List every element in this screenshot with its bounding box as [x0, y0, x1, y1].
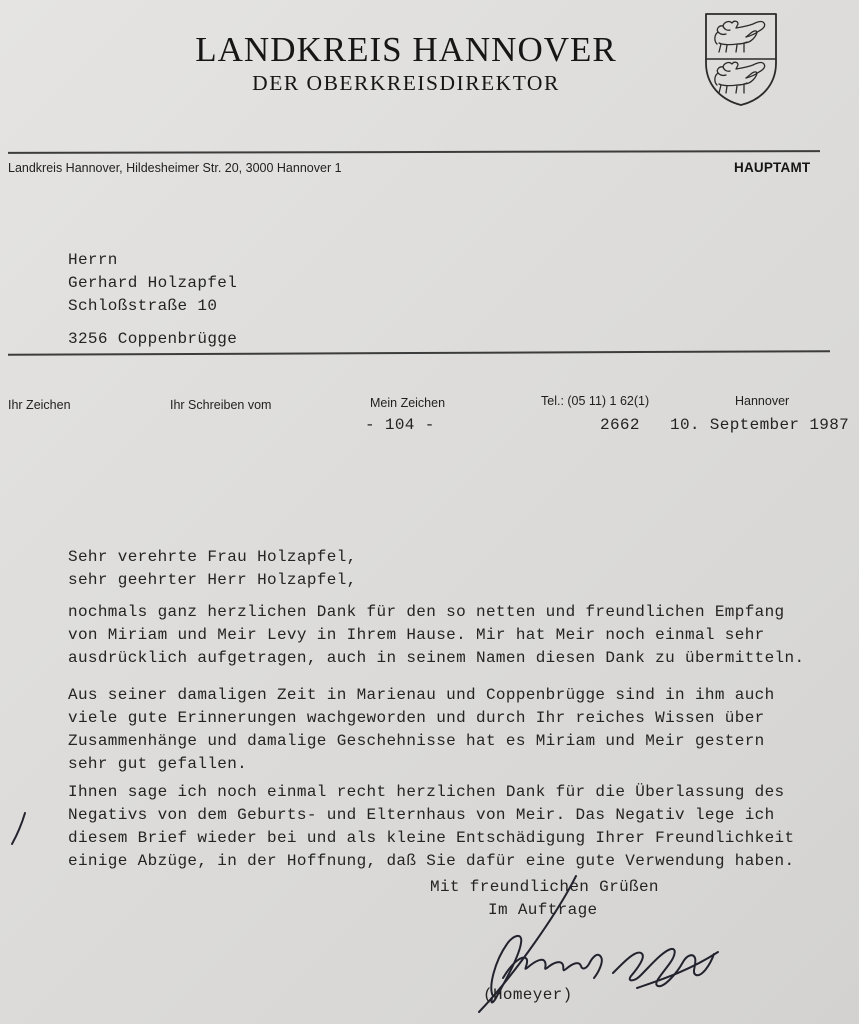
text-line: einige Abzüge, in der Hoffnung, daß Sie dafür eine gute Verwendung haben. — [68, 852, 795, 870]
letterhead-title: LANDKREIS HANNOVER — [195, 30, 617, 69]
text-line: Herrn — [68, 251, 118, 269]
text-line: viele gute Erinnerungen wachgeworden und durch Ihr reiches Wissen über — [68, 709, 765, 727]
text-line: nochmals ganz herzlichen Dank für den so netten und freundlichen Empfang — [68, 603, 785, 621]
handwritten-margin-mark — [8, 810, 30, 848]
text-line: von Miriam und Meir Levy in Ihrem Hause. Mir hat Meir noch einmal sehr — [68, 626, 765, 644]
paragraph-2 — [68, 684, 775, 776]
text-line: sehr gut gefallen. — [68, 755, 248, 773]
divider-top — [8, 150, 820, 153]
department-label: HAUPTAMT — [734, 160, 811, 175]
paragraph-1 — [68, 601, 804, 670]
letterhead — [106, 30, 706, 96]
label-ihr-zeichen: Ihr Zeichen — [8, 398, 71, 412]
text-line: Gerhard Holzapfel — [68, 274, 238, 292]
text-line: diesem Brief wieder bei und als kleine Entschädigung Ihrer Freundlichkeit — [68, 829, 795, 847]
text-line: Schloßstraße 10 — [68, 297, 218, 315]
value-date: 10. September 1987 — [670, 416, 850, 434]
coat-of-arms-icon — [703, 11, 779, 109]
letterhead-subtitle: DER OBERKREISDIREKTOR — [252, 71, 560, 95]
value-telephone: 2662 — [600, 416, 640, 434]
text-line: Sehr verehrte Frau Holzapfel, — [68, 548, 357, 566]
label-telephone: Tel.: (05 11) 1 62(1) — [541, 394, 650, 408]
recipient-city: 3256 Coppenbrügge — [68, 330, 238, 348]
paragraph-3 — [68, 781, 794, 873]
text-line: sehr geehrter Herr Holzapfel, — [68, 571, 357, 589]
closing-greeting: Mit freundlichen Grüßen — [430, 878, 659, 896]
sender-line: Landkreis Hannover, Hildesheimer Str. 20, 3000 Hannover 1 — [8, 161, 342, 175]
label-place: Hannover — [735, 394, 790, 408]
signer-name: (Homeyer) — [483, 986, 573, 1004]
value-mein-zeichen: - 104 - — [365, 416, 435, 434]
text-line: ausdrücklich aufgetragen, auch in seinem Namen diesen Dank zu übermitteln. — [68, 649, 805, 667]
salutation — [68, 546, 357, 592]
text-line: Negativs von dem Geburts- und Elternhaus von Meir. Das Negativ lege ich — [68, 806, 775, 824]
text-line: Aus seiner damaligen Zeit in Marienau und Coppenbrügge sind in ihm auch — [68, 686, 775, 704]
label-ihr-schreiben: Ihr Schreiben vom — [170, 398, 272, 412]
text-line: Zusammenhänge und damalige Geschehnisse hat es Miriam und Meir gestern — [68, 732, 765, 750]
recipient-lines — [68, 249, 238, 315]
text-line: Ihnen sage ich noch einmal recht herzlichen Dank für die Überlassung des — [68, 783, 785, 801]
label-mein-zeichen: Mein Zeichen — [370, 396, 446, 410]
closing-im-auftrage: Im Auftrage — [488, 901, 598, 919]
recipient-address — [68, 203, 237, 397]
